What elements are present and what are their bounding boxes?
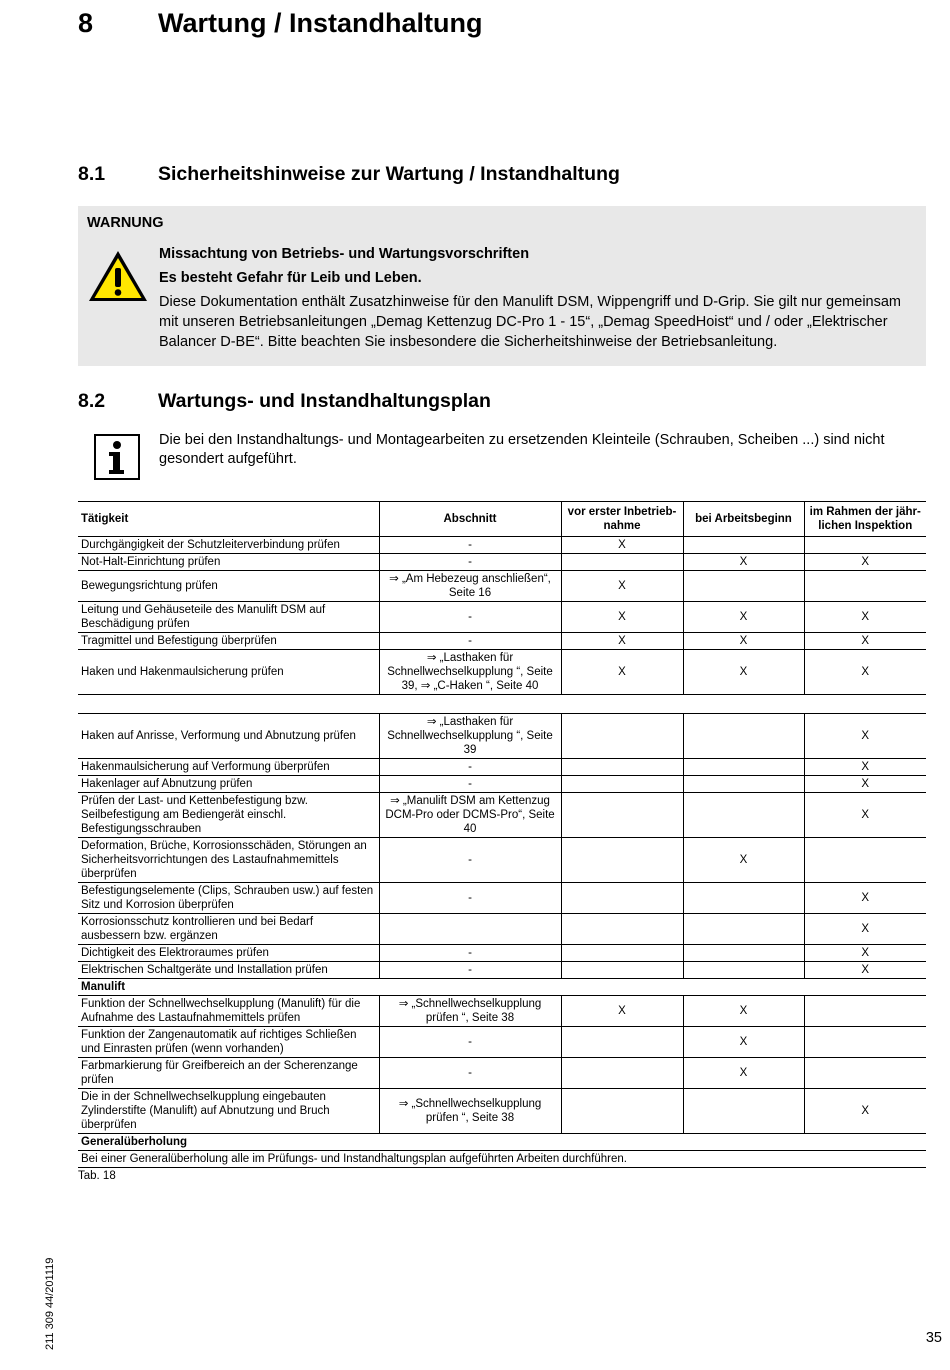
annual-cell: X: [804, 714, 926, 759]
work-start-cell: [683, 883, 804, 914]
work-start-cell: X: [683, 650, 804, 695]
chapter-title: Wartung / Instandhaltung: [158, 8, 483, 38]
annual-cell: X: [804, 945, 926, 962]
first-use-cell: [561, 793, 683, 838]
warning-line1: Missachtung von Betriebs- und Wartungsvorschriften: [159, 246, 530, 262]
task-cell: Hakenlager auf Abnutzung prüfen: [78, 776, 379, 793]
annual-cell: [804, 537, 926, 554]
table-row: [78, 554, 926, 571]
work-start-cell: X: [683, 838, 804, 883]
section-heading-8-2: [78, 390, 491, 413]
first-use-cell: [561, 1027, 683, 1058]
task-cell: Hakenmaulsicherung auf Verformung überprüfen: [78, 759, 379, 776]
work-start-cell: [683, 759, 804, 776]
section-cell: -: [379, 554, 561, 571]
section-title: Sicherheitshinweise zur Wartung / Instandhaltung: [158, 163, 620, 185]
task-cell: Not-Halt-Einrichtung prüfen: [78, 554, 379, 571]
work-start-cell: X: [683, 1058, 804, 1089]
table-row: [78, 838, 926, 883]
annual-cell: X: [804, 776, 926, 793]
first-use-cell: X: [561, 996, 683, 1027]
work-start-cell: [683, 945, 804, 962]
section-cell: -: [379, 883, 561, 914]
warning-box: [78, 206, 926, 366]
work-start-cell: [683, 571, 804, 602]
table-row: [78, 602, 926, 633]
first-use-cell: [561, 838, 683, 883]
annual-cell: [804, 996, 926, 1027]
first-use-cell: X: [561, 602, 683, 633]
maintenance-table: [78, 501, 926, 1168]
task-cell: Deformation, Brüche, Korrosionsschäden, Störungen an Sicherheitsvorrichtungen des Lastaufnahmemittels überprüfen: [78, 838, 379, 883]
annual-cell: [804, 1058, 926, 1089]
header-work-start: bei Arbeitsbeginn: [683, 502, 804, 537]
section-title: Wartungs- und Instandhaltungsplan: [158, 390, 491, 412]
task-cell: Durchgängigkeit der Schutzleiterverbindung prüfen: [78, 537, 379, 554]
warning-body: Diese Dokumentation enthält Zusatzhinweise für den Manulift DSM, Wippengriff und D-Grip. Sie gilt nur gemeinsam mit unseren Betriebsanleitungen „Demag Kettenzug DC-Pro 1 - 15“, „Demag SpeedHoist“ und / oder „Elektrischer Balancer D-BE“. Bitte beachten Sie insbesondere die Sicherheitshinweise der Betriebsanleitung.: [159, 294, 901, 350]
first-use-cell: X: [561, 650, 683, 695]
first-use-cell: [561, 554, 683, 571]
first-use-cell: [561, 945, 683, 962]
info-text: Die bei den Instandhaltungs- und Montagearbeiten zu ersetzenden Kleinteile (Schrauben, Scheiben ...) sind nicht gesondert aufgeführt.: [159, 432, 885, 467]
first-use-cell: [561, 759, 683, 776]
first-use-cell: [561, 883, 683, 914]
first-use-cell: X: [561, 537, 683, 554]
task-cell: Befestigungselemente (Clips, Schrauben usw.) auf festen Sitz und Korrosion überprüfen: [78, 883, 379, 914]
task-cell: Dichtigkeit des Elektroraumes prüfen: [78, 945, 379, 962]
table-row: [78, 1058, 926, 1089]
table-row: [78, 759, 926, 776]
table-row: [78, 650, 926, 695]
work-start-cell: X: [683, 1027, 804, 1058]
section-cell: -: [379, 838, 561, 883]
task-cell: Elektrischen Schaltgeräte und Installation prüfen: [78, 962, 379, 979]
first-use-cell: [561, 1058, 683, 1089]
chapter-number: 8: [78, 8, 94, 38]
section-heading-8-1: [78, 163, 620, 186]
task-cell: Funktion der Schnellwechselkupplung (Manulift) für die Aufnahme des Lastaufnahmemittels prüfen: [78, 996, 379, 1027]
overhaul-text: Bei einer Generalüberholung alle im Prüfungs- und Instandhaltungsplan aufgeführten Arbeiten durchführen.: [78, 1151, 926, 1168]
annual-cell: X: [804, 883, 926, 914]
task-cell: Haken auf Anrisse, Verformung und Abnutzung prüfen: [78, 714, 379, 759]
task-cell: Haken und Hakenmaulsicherung prüfen: [78, 650, 379, 695]
table-row: [78, 776, 926, 793]
section-cell: -: [379, 633, 561, 650]
work-start-cell: [683, 793, 804, 838]
section-row-label: Manulift: [78, 979, 926, 996]
table-row-overhaul: [78, 1151, 926, 1168]
task-cell: Farbmarkierung für Greifbereich an der Scherenzange prüfen: [78, 1058, 379, 1089]
section-cell: ⇒ „Manulift DSM am Kettenzug DCM-Pro oder DCMS-Pro“, Seite 40: [379, 793, 561, 838]
first-use-cell: X: [561, 571, 683, 602]
task-cell: Die in der Schnellwechselkupplung eingebauten Zylinderstifte (Manulift) auf Abnutzung und Bruch überprüfen: [78, 1089, 379, 1134]
first-use-cell: [561, 714, 683, 759]
task-cell: Korrosionsschutz kontrollieren und bei Bedarf ausbessern bzw. ergänzen: [78, 914, 379, 945]
annual-cell: [804, 838, 926, 883]
section-cell: -: [379, 537, 561, 554]
section-number: 8.1: [78, 163, 106, 185]
warning-label: WARNUNG: [87, 215, 164, 231]
page-number: 35: [925, 1330, 942, 1346]
warning-line2: Es besteht Gefahr für Leib und Leben.: [159, 270, 422, 286]
info-icon: [94, 434, 140, 480]
table-row: [78, 571, 926, 602]
annual-cell: X: [804, 759, 926, 776]
work-start-cell: [683, 776, 804, 793]
header-annual: im Rahmen der jähr-lichen Inspektion: [804, 502, 926, 537]
work-start-cell: [683, 914, 804, 945]
table-row: [78, 714, 926, 759]
table-caption: Tab. 18: [78, 1170, 116, 1182]
table-row: [78, 962, 926, 979]
table-row: [78, 633, 926, 650]
section-cell: -: [379, 962, 561, 979]
work-start-cell: X: [683, 996, 804, 1027]
first-use-cell: [561, 962, 683, 979]
task-cell: Prüfen der Last- und Kettenbefestigung bzw. Seilbefestigung am Bediengerät einschl. Befestigungsschrauben: [78, 793, 379, 838]
work-start-cell: [683, 1089, 804, 1134]
header-first-use: vor erster Inbetrieb-nahme: [561, 502, 683, 537]
table-spacer-row: [78, 695, 926, 714]
section-cell: -: [379, 759, 561, 776]
section-cell: -: [379, 1027, 561, 1058]
section-number: 8.2: [78, 390, 106, 412]
table-row: [78, 945, 926, 962]
first-use-cell: X: [561, 633, 683, 650]
annual-cell: [804, 571, 926, 602]
section-cell: [379, 914, 561, 945]
section-cell: -: [379, 602, 561, 633]
annual-cell: X: [804, 633, 926, 650]
table-row: [78, 793, 926, 838]
table-row: [78, 1027, 926, 1058]
work-start-cell: X: [683, 554, 804, 571]
table-section-row-manulift: [78, 979, 926, 996]
work-start-cell: [683, 962, 804, 979]
section-cell: -: [379, 945, 561, 962]
first-use-cell: [561, 1089, 683, 1134]
annual-cell: X: [804, 554, 926, 571]
section-cell: -: [379, 776, 561, 793]
section-cell: ⇒ „Schnellwechselkupplung prüfen “, Seite 38: [379, 1089, 561, 1134]
work-start-cell: X: [683, 602, 804, 633]
table-header-row: [78, 502, 926, 537]
header-section: Abschnitt: [379, 502, 561, 537]
first-use-cell: [561, 914, 683, 945]
annual-cell: X: [804, 914, 926, 945]
annual-cell: X: [804, 1089, 926, 1134]
annual-cell: [804, 1027, 926, 1058]
warning-triangle-icon: [86, 248, 150, 304]
work-start-cell: X: [683, 633, 804, 650]
table-row: [78, 996, 926, 1027]
table-row: [78, 914, 926, 945]
task-cell: Leitung und Gehäuseteile des Manulift DSM auf Beschädigung prüfen: [78, 602, 379, 633]
work-start-cell: [683, 714, 804, 759]
warning-text: [159, 244, 919, 352]
annual-cell: X: [804, 793, 926, 838]
first-use-cell: [561, 776, 683, 793]
table-section-row-overhaul: [78, 1134, 926, 1151]
section-cell: ⇒ „Schnellwechselkupplung prüfen “, Seite 38: [379, 996, 561, 1027]
header-task: Tätigkeit: [78, 502, 379, 537]
annual-cell: X: [804, 650, 926, 695]
section-cell: ⇒ „Lasthaken für Schnellwechselkupplung “, Seite 39, ⇒ „C-Haken “, Seite 40: [379, 650, 561, 695]
section-cell: ⇒ „Lasthaken für Schnellwechselkupplung “, Seite 39: [379, 714, 561, 759]
annual-cell: X: [804, 602, 926, 633]
table-row: [78, 537, 926, 554]
section-cell: ⇒ „Am Hebezeug anschließen“, Seite 16: [379, 571, 561, 602]
annual-cell: X: [804, 962, 926, 979]
document-id: 211 309 44/201119: [44, 1257, 56, 1350]
section-row-label: Generalüberholung: [78, 1134, 926, 1151]
table-row: [78, 883, 926, 914]
task-cell: Bewegungsrichtung prüfen: [78, 571, 379, 602]
work-start-cell: [683, 537, 804, 554]
chapter-heading: [78, 8, 482, 39]
section-cell: -: [379, 1058, 561, 1089]
task-cell: Funktion der Zangenautomatik auf richtiges Schließen und Einrasten prüfen (wenn vorhanden): [78, 1027, 379, 1058]
task-cell: Tragmittel und Befestigung überprüfen: [78, 633, 379, 650]
table-row: [78, 1089, 926, 1134]
